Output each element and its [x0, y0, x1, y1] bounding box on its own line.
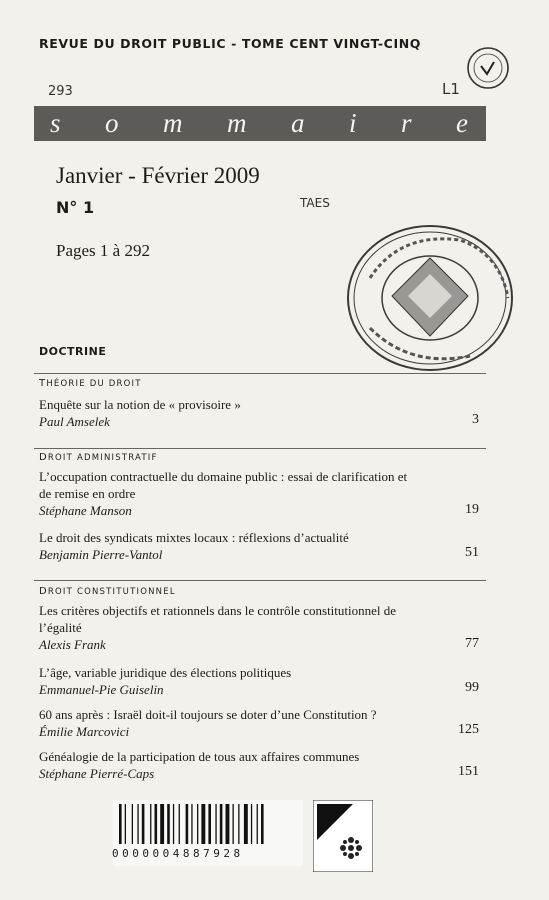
entry-page: 99 [465, 680, 479, 695]
entry-page: 3 [472, 412, 479, 427]
entry-author: Stéphane Manson [39, 503, 132, 518]
entry-title: Enquête sur la notion de « provisoire » [39, 397, 241, 412]
entry-title: 60 ans après : Israël doit-il toujours se doter d’une Constitution ? [39, 707, 377, 722]
band-letter: e [455, 108, 470, 138]
section-divider [34, 448, 486, 449]
entry-page: 125 [458, 722, 479, 737]
entry-author: Emmanuel-Pie Guiselin [39, 682, 164, 697]
toc-entry [39, 468, 479, 519]
entry-author: Benjamin Pierre-Vantol [39, 547, 163, 562]
entry-title: L’âge, variable juridique des élections politiques [39, 665, 292, 680]
toc-entry [39, 529, 479, 563]
toc-entry [39, 602, 479, 653]
issue-number: N° 1 [56, 198, 95, 217]
band-letter: m [226, 108, 249, 138]
handnote-center: TAES [300, 196, 330, 210]
rubric-doctrine: DOCTRINE [39, 345, 107, 358]
entry-author: Paul Amselek [39, 414, 110, 429]
handnote-right: L1 [442, 80, 460, 98]
issue-date: Janvier - Février 2009 [56, 163, 260, 188]
publisher-logo-icon [313, 800, 373, 872]
section-divider [34, 373, 486, 374]
entry-title: Généalogie de la participation de tous aux affaires communes [39, 749, 360, 764]
toc-entry [39, 396, 479, 430]
journal-header: REVUE DU DROIT PUBLIC - TOME CENT VINGT-CINQ [39, 36, 421, 51]
band-letter: o [105, 108, 121, 138]
entry-page: 151 [458, 764, 479, 779]
band-letter: i [348, 108, 359, 138]
handnote-left: 293 [48, 84, 73, 99]
section-title: THÉORIE DU DROIT [39, 378, 142, 389]
entry-author: Émilie Marcovici [39, 724, 130, 739]
section-title: DROIT ADMINISTRATIF [39, 452, 158, 463]
barcode-number: 0000004887928 [112, 847, 244, 860]
band-letter: a [290, 108, 307, 138]
section-title: DROIT CONSTITUTIONNEL [39, 586, 176, 597]
band-letter: r [400, 108, 414, 138]
entry-page: 51 [465, 545, 479, 560]
foundation-stamp-icon [340, 218, 520, 378]
issue-pages: Pages 1 à 292 [56, 241, 150, 260]
toc-entry [39, 748, 479, 782]
entry-author: Stéphane Pierré-Caps [39, 766, 155, 781]
section-divider [34, 580, 486, 581]
entry-page: 19 [465, 502, 479, 517]
toc-entry [39, 706, 479, 740]
entry-page: 77 [465, 636, 479, 651]
entry-title: Le droit des syndicats mixtes locaux : réflexions d’actualité [39, 530, 349, 545]
band-letter: m [162, 108, 185, 138]
library-stamp-icon [464, 44, 512, 92]
sommaire-band [34, 106, 486, 141]
entry-title: Les critères objectifs et rationnels dans le contrôle constitutionnel de l’égalité [39, 603, 397, 635]
entry-author: Alexis Frank [39, 637, 106, 652]
band-letter: s [50, 108, 63, 138]
toc-entry [39, 664, 479, 698]
entry-title: L’occupation contractuelle du domaine public : essai de clarification et de remise en ordre [39, 469, 408, 501]
